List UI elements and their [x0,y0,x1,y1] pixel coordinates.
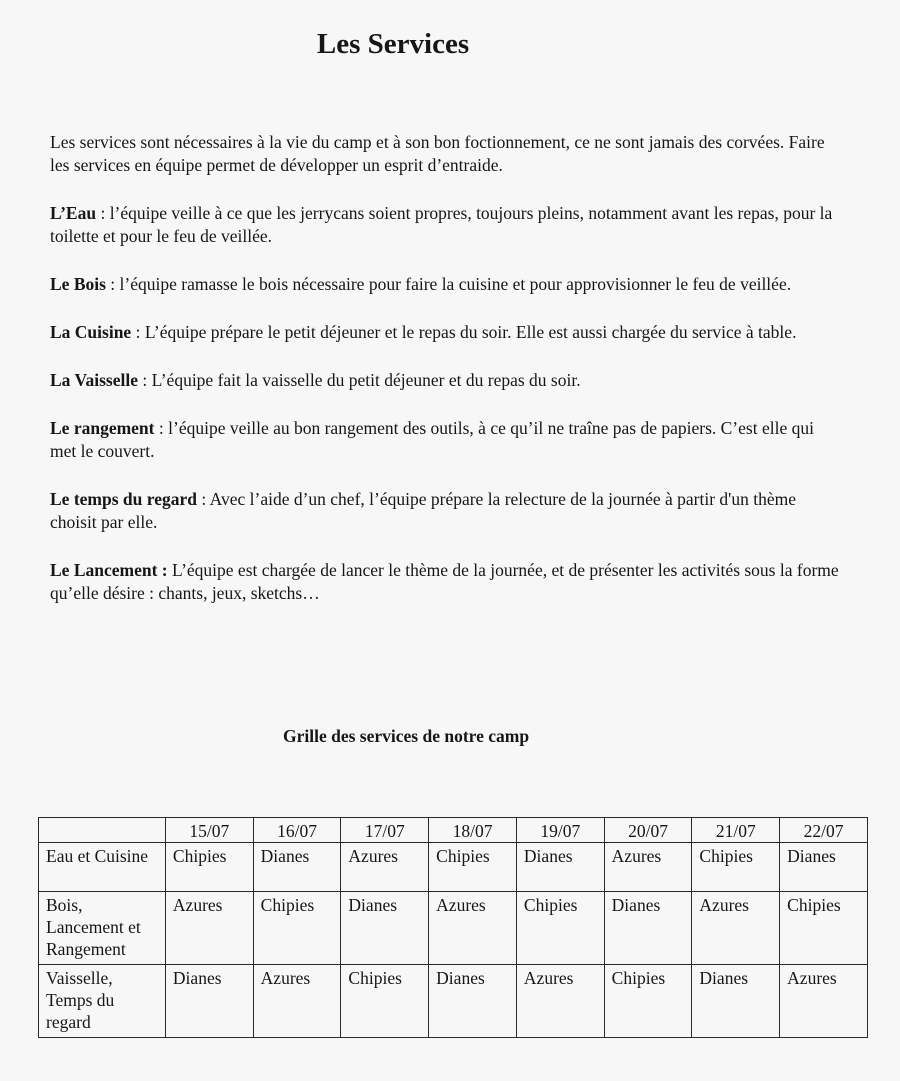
date-header: 17/07 [341,818,429,843]
table-cell: Chipies [165,843,253,892]
table-cell: Azures [341,843,429,892]
date-header: 15/07 [165,818,253,843]
table-cell: Dianes [165,965,253,1038]
service-paragraph [50,273,840,296]
service-term: Le Bois [50,274,106,294]
separator: : [96,203,110,223]
table-cell: Dianes [516,843,604,892]
table-cell: Chipies [692,843,780,892]
date-header: 18/07 [429,818,517,843]
grid-title: Grille des services de notre camp [283,726,530,746]
table-cell: Dianes [692,965,780,1038]
service-term: La Cuisine [50,322,132,342]
table-cell: Chipies [780,892,868,965]
row-label: Vaisselle, Temps du regard [39,965,166,1038]
table-cell: Azures [692,892,780,965]
table-cell: Dianes [341,892,429,965]
table-cell: Azures [253,965,341,1038]
service-term: L’Eau [50,203,97,223]
service-description: l’équipe veille à ce que les jerrycans soient propres, toujours pleins, notamment avant les repas, pour la toilette et pour le feu de veillée. [50,203,833,246]
date-header: 16/07 [253,818,341,843]
services-grid-table [38,817,868,1038]
service-paragraph [50,369,840,392]
row-label: Eau et Cuisine [39,843,166,892]
table-cell: Chipies [429,843,517,892]
service-paragraph [50,321,840,344]
service-term: Le Lancement : [50,560,168,580]
table-cell: Dianes [780,843,868,892]
table-cell: Azures [429,892,517,965]
intro-paragraph: Les services sont nécessaires à la vie du camp et à son bon foctionnement, ce ne sont jamais des corvées. Faire les services en équipe permet de développer un esprit d’entraide. [50,132,825,175]
service-description: l’équipe ramasse le bois nécessaire pour faire la cuisine et pour approvisionner le feu de veillée. [119,274,792,294]
service-description: L’équipe prépare le petit déjeuner et le repas du soir. Elle est aussi chargée du service à table. [144,322,797,342]
service-description: L’équipe est chargée de lancer le thème de la journée, et de présenter les activités sous la forme qu’elle désire : chants, jeux, sketchs… [50,560,839,603]
separator: : [105,274,120,294]
service-paragraph [50,202,840,248]
table-row [39,965,868,1038]
service-paragraph [50,559,840,605]
table-cell: Azures [780,965,868,1038]
table-cell: Azures [516,965,604,1038]
page-title: Les Services [316,28,470,60]
service-paragraph [50,488,840,534]
service-term: Le temps du regard [50,489,197,509]
table-cell: Dianes [604,892,692,965]
table-cell: Azures [165,892,253,965]
service-description: Avec l’aide d’un chef, l’équipe prépare la relecture de la journée à partir d'un thème choisit par elle. [50,489,796,532]
table-cell: Chipies [604,965,692,1038]
date-header: 21/07 [692,818,780,843]
table-cell: Dianes [429,965,517,1038]
service-description: l’équipe veille au bon rangement des outils, à ce qu’il ne traîne pas de papiers. C’est elle qui met le couvert. [50,418,814,461]
separator: : [131,322,145,342]
date-header: 22/07 [780,818,868,843]
table-row [39,843,868,892]
row-label: Bois, Lancement et Rangement [39,892,166,965]
separator: : [138,370,152,390]
table-cell: Chipies [341,965,429,1038]
table-header-row [39,818,868,843]
table-row [39,892,868,965]
separator: : [196,489,210,509]
service-term: La Vaisselle [50,370,139,390]
document-body [50,131,840,630]
separator: : [154,418,169,438]
date-header: 20/07 [604,818,692,843]
date-header: 19/07 [516,818,604,843]
service-term: Le rangement [50,418,155,438]
table-cell: Dianes [253,843,341,892]
service-paragraph [50,417,840,463]
corner-cell [39,818,166,843]
table-cell: Chipies [516,892,604,965]
table-cell: Azures [604,843,692,892]
service-description: L’équipe fait la vaisselle du petit déjeuner et du repas du soir. [151,370,581,390]
table-cell: Chipies [253,892,341,965]
